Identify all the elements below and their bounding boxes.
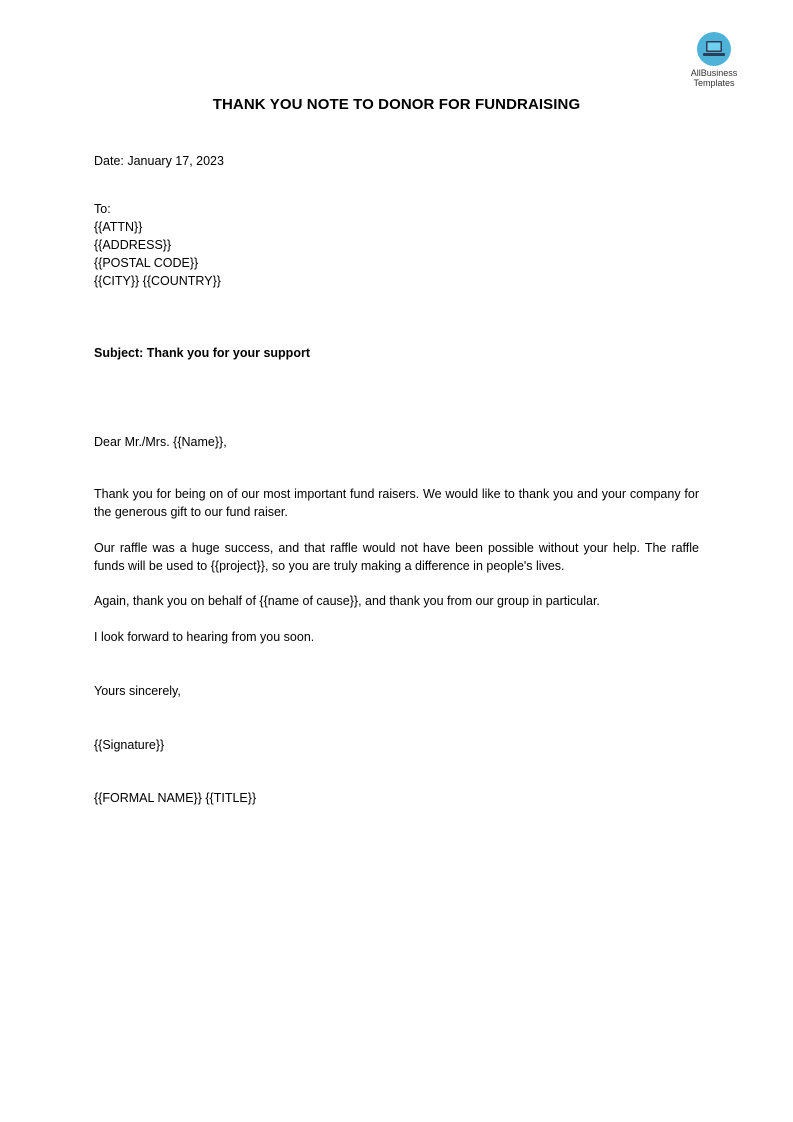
recipient-city-country: {{CITY}} {{COUNTRY}} <box>94 274 221 288</box>
letter-subject: Subject: Thank you for your support <box>94 346 310 360</box>
logo-text-line2: Templates <box>693 78 735 88</box>
recipient-attn: {{ATTN}} <box>94 220 143 234</box>
body-paragraph-4: I look forward to hearing from you soon. <box>94 630 315 644</box>
allbusiness-logo <box>680 32 748 88</box>
letter-salutation: Dear Mr./Mrs. {{Name}}, <box>94 435 227 449</box>
signature-placeholder: {{Signature}} <box>94 738 165 752</box>
recipient-postal-code: {{POSTAL CODE}} <box>94 256 199 270</box>
body-paragraph-2: Our raffle was a huge success, and that raffle would not have been possible without your help. The raffle funds will be used to {{project}}, so you are truly making a difference in people's lives. <box>94 541 699 573</box>
document-title: THANK YOU NOTE TO DONOR FOR FUNDRAISING <box>212 96 581 113</box>
signer-name-title: {{FORMAL NAME}} {{TITLE}} <box>94 791 257 805</box>
body-paragraph-3: Again, thank you on behalf of {{name of cause}}, and thank you from our group in particular. <box>94 594 600 608</box>
recipient-address: {{ADDRESS}} <box>94 238 172 252</box>
body-paragraph-1: Thank you for being on of our most important fund raisers. We would like to thank you and your company for the generous gift to our fund raiser. <box>94 487 699 519</box>
logo-text-line1: AllBusiness <box>690 68 738 78</box>
laptop-icon <box>697 32 731 66</box>
letter-closing: Yours sincerely, <box>94 684 181 698</box>
recipient-to-label: To: <box>94 202 111 216</box>
letter-date: Date: January 17, 2023 <box>94 154 224 168</box>
